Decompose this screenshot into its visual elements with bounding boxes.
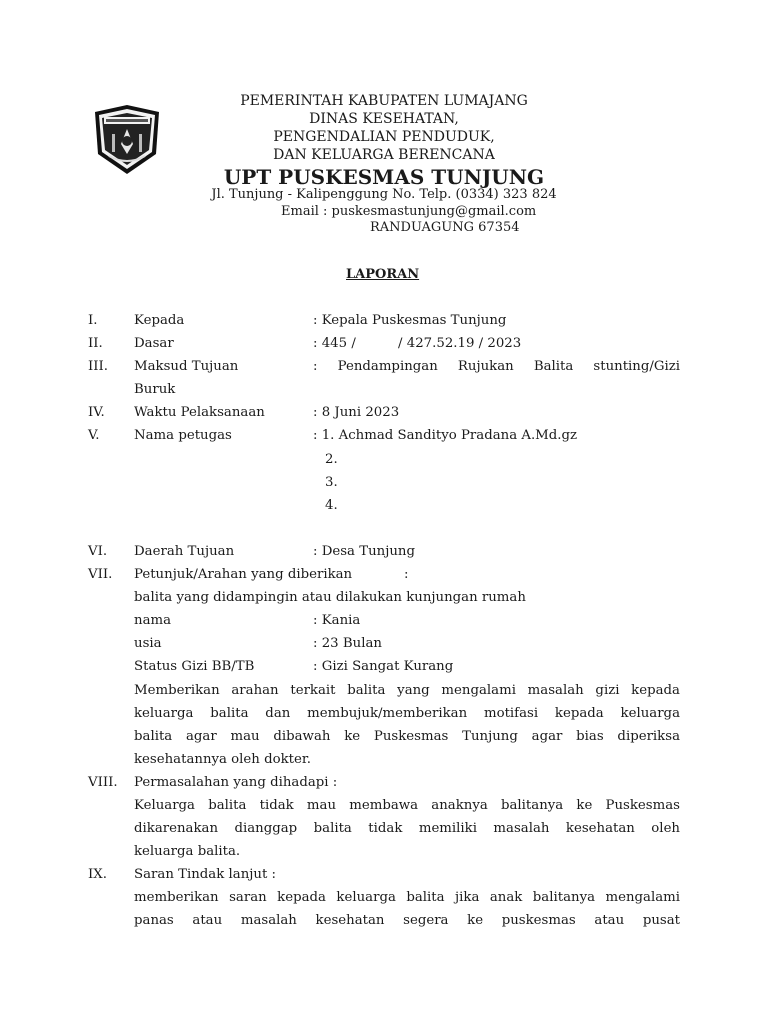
permasalahan-line-3: keluarga balita.	[134, 844, 241, 859]
num-ix: IX.	[88, 867, 107, 882]
petugas-4: 4.	[325, 498, 338, 513]
label-daerah-tujuan: Daerah Tujuan	[134, 544, 235, 559]
petunjuk-paragraph-line-3: balita agar mau dibawah ke Puskesmas Tunjung agar bias diperiksa	[134, 729, 680, 744]
permasalahan-line-1: Keluarga balita tidak mau membawa anaknya balitanya ke Puskesmas	[134, 798, 680, 813]
value-usia: : 23 Bulan	[313, 636, 382, 651]
value-nama: : Kania	[313, 613, 361, 628]
header-email: Email : puskesmastunjung@gmail.com	[281, 204, 537, 219]
label-dasar: Dasar	[134, 336, 174, 351]
petugas-3: 3.	[325, 475, 338, 490]
label-kepada: Kepada	[134, 313, 185, 328]
header-title: UPT PUSKESMAS TUNJUNG	[223, 165, 545, 189]
value-maksud-tujuan: : Pendampingan Rujukan Balita stunting/Gizi	[313, 359, 680, 374]
header-address: Jl. Tunjung - Kalipenggung No. Telp. (0334) 323 824	[211, 187, 557, 202]
value-maksud-tujuan-cont: Buruk	[134, 382, 176, 397]
num-iii: III.	[88, 359, 108, 374]
doc-title: LAPORAN	[346, 267, 420, 282]
petunjuk-paragraph-line-4: kesehatannya oleh dokter.	[134, 752, 312, 767]
petunjuk-intro: balita yang didampingin atau dilakukan kunjungan rumah	[134, 590, 526, 605]
permasalahan-line-2: dikarenakan dianggap balita tidak memiliki masalah kesehatan oleh	[134, 821, 680, 836]
label-saran: Saran Tindak lanjut :	[134, 867, 277, 882]
label-status-gizi: Status Gizi BB/TB	[134, 659, 255, 674]
header-city: RANDUAGUNG 67354	[370, 220, 520, 235]
label-nama: nama	[134, 613, 172, 628]
num-viii: VIII.	[88, 775, 118, 790]
label-waktu: Waktu Pelaksanaan	[134, 405, 265, 420]
num-iv: IV.	[88, 405, 105, 420]
colon-petunjuk: :	[404, 567, 409, 582]
num-i: I.	[88, 313, 98, 328]
value-kepada: : Kepala Puskesmas Tunjung	[313, 313, 507, 328]
petunjuk-paragraph-line-2: keluarga balita dan membujuk/memberikan motifasi kepada keluarga	[134, 706, 680, 721]
petunjuk-paragraph-line-1: Memberikan arahan terkait balita yang mengalami masalah gizi kepada	[134, 683, 680, 698]
header-line-3: PENGENDALIAN PENDUDUK,	[273, 129, 495, 145]
petugas-2: 2.	[325, 452, 338, 467]
label-petunjuk: Petunjuk/Arahan yang diberikan	[134, 567, 353, 582]
num-vii: VII.	[88, 567, 113, 582]
value-status-gizi: : Gizi Sangat Kurang	[313, 659, 454, 674]
label-nama-petugas: Nama petugas	[134, 428, 232, 443]
value-dasar: : 445 / / 427.52.19 / 2023	[313, 336, 522, 351]
value-daerah-tujuan: : Desa Tunjung	[313, 544, 415, 559]
num-ii: II.	[88, 336, 103, 351]
num-vi: VI.	[88, 544, 108, 559]
value-petugas-1: : 1. Achmad Sandityo Pradana A.Md.gz	[313, 428, 578, 443]
label-permasalahan: Permasalahan yang dihadapi :	[134, 775, 338, 790]
saran-line-2: panas atau masalah kesehatan segera ke puskesmas atau pusat	[134, 913, 680, 928]
num-v: V.	[88, 428, 100, 443]
header-line-1: PEMERINTAH KABUPATEN LUMAJANG	[240, 93, 528, 109]
label-maksud-tujuan: Maksud Tujuan	[134, 359, 239, 374]
value-waktu: : 8 Juni 2023	[313, 405, 400, 420]
header-line-4: DAN KELUARGA BERENCANA	[273, 147, 495, 163]
label-usia: usia	[134, 636, 162, 651]
saran-line-1: memberikan saran kepada keluarga balita jika anak balitanya mengalami	[134, 890, 680, 905]
header-line-2: DINAS KESEHATAN,	[309, 111, 459, 127]
